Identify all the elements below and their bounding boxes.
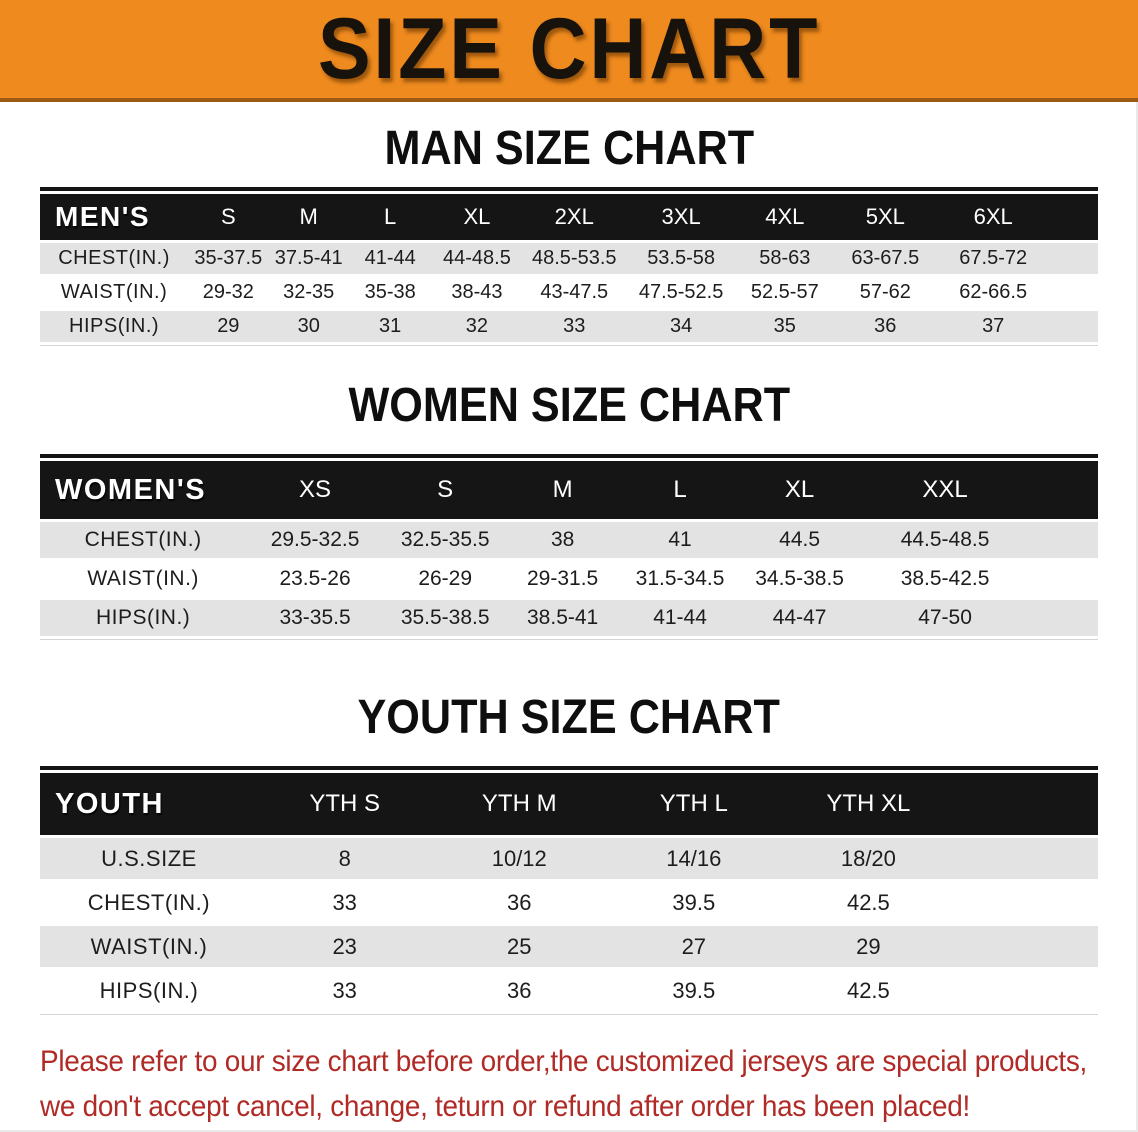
- table-row: [40, 277, 1098, 308]
- men-corner-label: MEN'S: [40, 194, 188, 240]
- size-value: 44.5: [741, 522, 857, 558]
- size-value: 42.5: [781, 882, 957, 923]
- size-value: 32.5-35.5: [384, 522, 507, 558]
- size-value: 38.5-42.5: [858, 561, 1033, 597]
- row-spacer: [956, 970, 1098, 1011]
- women-section-title: WOMEN SIZE CHART: [348, 379, 790, 432]
- size-value: 32: [431, 311, 522, 342]
- size-value: 27: [607, 926, 781, 967]
- women-size-header: L: [619, 461, 742, 519]
- size-value: 67.5-72: [937, 243, 1049, 274]
- size-value: 14/16: [607, 838, 781, 879]
- table-row: [40, 926, 1098, 967]
- order-policy-note: [40, 1039, 1138, 1129]
- row-spacer: [1049, 243, 1098, 274]
- men-size-header: M: [269, 194, 349, 240]
- row-label: HIPS(IN.): [40, 600, 246, 636]
- size-value: 37: [937, 311, 1049, 342]
- size-value: 47-50: [858, 600, 1033, 636]
- size-value: 29-32: [188, 277, 268, 308]
- size-value: 10/12: [431, 838, 607, 879]
- size-value: 29: [188, 311, 268, 342]
- row-label: CHEST(IN.): [40, 882, 258, 923]
- size-value: 25: [431, 926, 607, 967]
- size-value: 36: [431, 970, 607, 1011]
- men-size-table: [40, 187, 1098, 346]
- youth-size-header: YTH L: [607, 773, 781, 835]
- table-row: [40, 311, 1098, 342]
- row-label: HIPS(IN.): [40, 970, 258, 1011]
- size-value: 62-66.5: [937, 277, 1049, 308]
- size-value: 44-48.5: [431, 243, 522, 274]
- row-label: CHEST(IN.): [40, 243, 188, 274]
- size-value: 33: [522, 311, 626, 342]
- size-value: 41-44: [349, 243, 432, 274]
- youth-size-header: YTH XL: [781, 773, 957, 835]
- size-value: 29-31.5: [507, 561, 619, 597]
- size-value: 33: [258, 882, 432, 923]
- table-row: [40, 522, 1098, 558]
- size-value: 38-43: [431, 277, 522, 308]
- table-row: [40, 882, 1098, 923]
- men-size-header: 3XL: [626, 194, 736, 240]
- size-value: 8: [258, 838, 432, 879]
- youth-corner-label: YOUTH: [40, 773, 258, 835]
- size-value: 23.5-26: [246, 561, 384, 597]
- table-row: [40, 243, 1098, 274]
- size-value: 44-47: [741, 600, 857, 636]
- row-spacer: [1032, 600, 1098, 636]
- table-row: [40, 838, 1098, 879]
- size-value: 39.5: [607, 882, 781, 923]
- men-size-header: L: [349, 194, 432, 240]
- women-size-header: XL: [741, 461, 857, 519]
- men-size-header: 6XL: [937, 194, 1049, 240]
- men-size-header: 5XL: [833, 194, 937, 240]
- size-value: 18/20: [781, 838, 957, 879]
- men-header-row: [40, 194, 1098, 240]
- size-value: 41: [619, 522, 742, 558]
- size-value: 52.5-57: [736, 277, 833, 308]
- size-value: 57-62: [833, 277, 937, 308]
- size-value: 35-37.5: [188, 243, 268, 274]
- men-size-header: XL: [431, 194, 522, 240]
- row-spacer: [956, 926, 1098, 967]
- size-value: 36: [431, 882, 607, 923]
- size-value: 33: [258, 970, 432, 1011]
- size-value: 58-63: [736, 243, 833, 274]
- youth-section-title: YOUTH SIZE CHART: [357, 691, 781, 744]
- women-size-header: XS: [246, 461, 384, 519]
- row-label: WAIST(IN.): [40, 561, 246, 597]
- size-value: 41-44: [619, 600, 742, 636]
- row-spacer: [1049, 311, 1098, 342]
- row-spacer: [1032, 561, 1098, 597]
- row-label: CHEST(IN.): [40, 522, 246, 558]
- women-header-row: [40, 461, 1098, 519]
- size-value: 32-35: [269, 277, 349, 308]
- size-value: 35.5-38.5: [384, 600, 507, 636]
- size-value: 48.5-53.5: [522, 243, 626, 274]
- size-value: 23: [258, 926, 432, 967]
- size-value: 53.5-58: [626, 243, 736, 274]
- header-spacer: [1032, 461, 1098, 519]
- note-line-2: we don't accept cancel, change, teturn or refund after order has been placed!: [40, 1090, 970, 1123]
- size-value: 31: [349, 311, 432, 342]
- size-value: 35: [736, 311, 833, 342]
- women-size-header: M: [507, 461, 619, 519]
- size-value: 36: [833, 311, 937, 342]
- size-value: 33-35.5: [246, 600, 384, 636]
- size-value: 43-47.5: [522, 277, 626, 308]
- note-line-1: Please refer to our size chart before order,the customized jerseys are special products,: [40, 1045, 1088, 1078]
- row-label: WAIST(IN.): [40, 926, 258, 967]
- men-section-title: MAN SIZE CHART: [384, 122, 754, 175]
- size-value: 26-29: [384, 561, 507, 597]
- row-spacer: [956, 882, 1098, 923]
- row-label: WAIST(IN.): [40, 277, 188, 308]
- size-value: 63-67.5: [833, 243, 937, 274]
- men-size-header: S: [188, 194, 268, 240]
- women-corner-label: WOMEN'S: [40, 461, 246, 519]
- women-size-table: [40, 454, 1098, 640]
- row-label: U.S.SIZE: [40, 838, 258, 879]
- banner: [0, 0, 1138, 102]
- youth-size-header: YTH S: [258, 773, 432, 835]
- header-spacer: [956, 773, 1098, 835]
- size-value: 29: [781, 926, 957, 967]
- men-size-header: 2XL: [522, 194, 626, 240]
- women-size-header: XXL: [858, 461, 1033, 519]
- table-row: [40, 561, 1098, 597]
- size-value: 35-38: [349, 277, 432, 308]
- youth-size-header: YTH M: [431, 773, 607, 835]
- table-row: [40, 600, 1098, 636]
- row-spacer: [1049, 277, 1098, 308]
- size-value: 34: [626, 311, 736, 342]
- women-size-header: S: [384, 461, 507, 519]
- size-value: 42.5: [781, 970, 957, 1011]
- header-spacer: [1049, 194, 1098, 240]
- row-label: HIPS(IN.): [40, 311, 188, 342]
- row-spacer: [1032, 522, 1098, 558]
- banner-title: SIZE CHART: [317, 1, 821, 97]
- size-value: 44.5-48.5: [858, 522, 1033, 558]
- size-value: 47.5-52.5: [626, 277, 736, 308]
- size-value: 39.5: [607, 970, 781, 1011]
- size-value: 31.5-34.5: [619, 561, 742, 597]
- size-value: 34.5-38.5: [741, 561, 857, 597]
- size-value: 29.5-32.5: [246, 522, 384, 558]
- youth-header-row: [40, 773, 1098, 835]
- youth-size-table: [40, 766, 1098, 1015]
- size-value: 30: [269, 311, 349, 342]
- size-value: 37.5-41: [269, 243, 349, 274]
- size-value: 38.5-41: [507, 600, 619, 636]
- size-value: 38: [507, 522, 619, 558]
- table-row: [40, 970, 1098, 1011]
- men-size-header: 4XL: [736, 194, 833, 240]
- row-spacer: [956, 838, 1098, 879]
